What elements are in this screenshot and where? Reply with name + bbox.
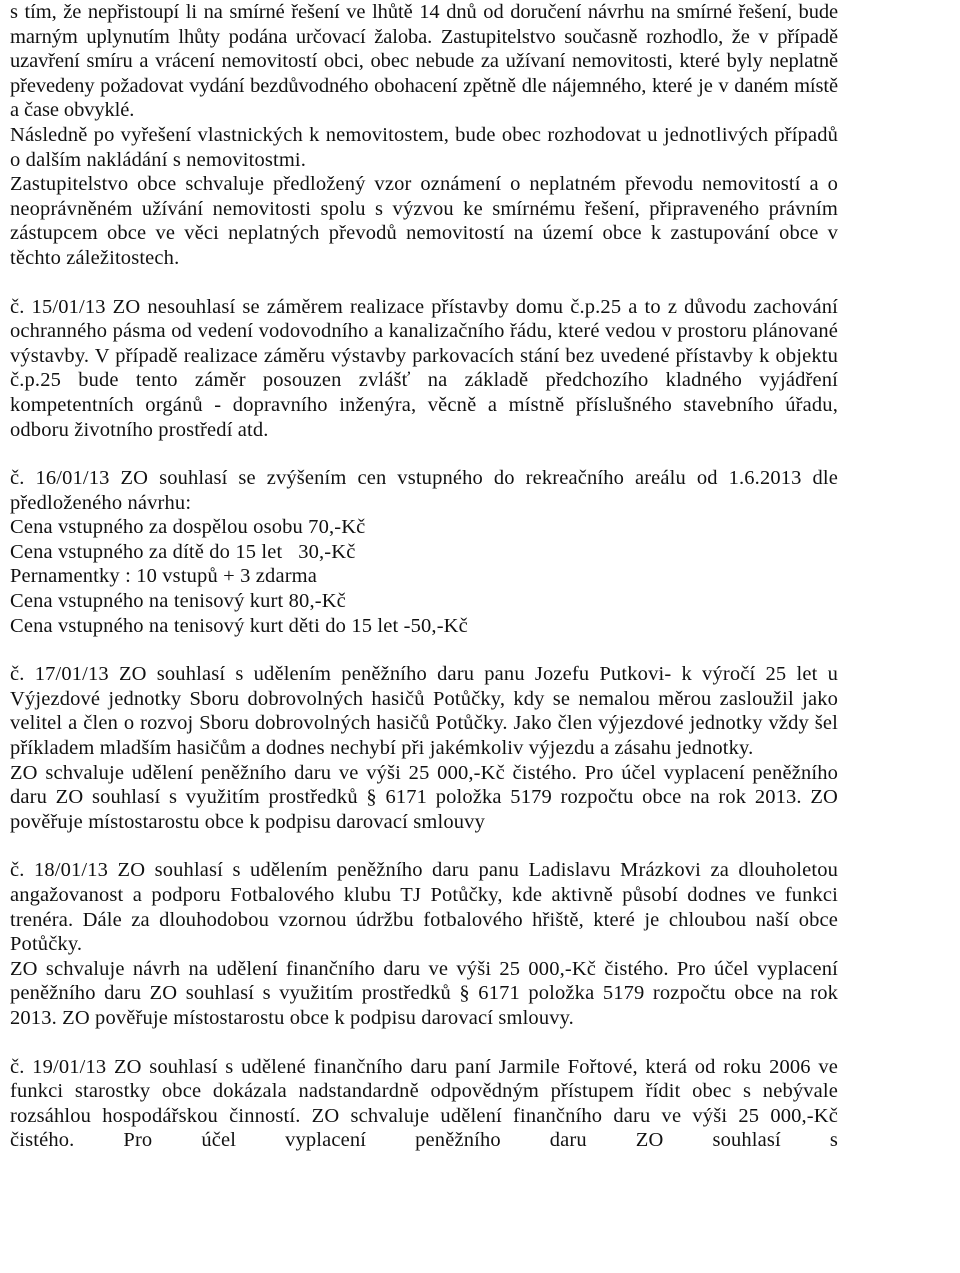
price-line-tennis-children: Cena vstupného na tenisový kurt děti do 15 let -50,-Kč — [10, 614, 468, 637]
resolution-17-paragraph-2: ZO schvaluje udělení peněžního daru ve výši 25 000,-Kč čistého. Pro účel vyplacení peněžního daru ZO souhlasí s využitím prostředků § 6171 položka 5179 rozpočtu obce na rok 2013. ZO pověřuje místostarostu obce k podpisu darovací smlouvy — [10, 761, 838, 833]
section-gap — [10, 638, 838, 662]
section-gap — [10, 442, 838, 466]
intro-paragraph-1: s tím, že nepřistoupí li na smírné řešení ve lhůtě 14 dnů od doručení návrhu na smírné řešení, bude marným uplynutím lhůty podána určovací žaloba. Zastupitelstvo současně rozhodlo, že v případě uzavření smíru a vrácení nemovitostí obci, obec nebude za užívaní nemovitosti, které byly neplatně převedeny požadovat vydání bezdůvodného obohacení zpětně dle nájemného, které je v daném místě a čase obvyklé. — [10, 1, 838, 122]
document-body — [10, 0, 838, 1153]
resolution-15: č. 15/01/13 ZO nesouhlasí se záměrem realizace přístavby domu č.p.25 a to z důvodu zachování ochranného pásma od vedení vodovodního a kanalizačního řádu, které vedou v prostoru plánované výstavby. V případě realizace záměru výstavby parkovacích stání bez uvedené přístavby k objektu č.p.25 bude tento záměr posouzen zvlášť na základě předchozího kladného vyjádření kompetentních orgánů - dopravního inženýra, věcně a místně příslušného stavebního úřadu, odboru životního prostředí atd. — [10, 295, 838, 441]
price-line-season-ticket: Pernamentky : 10 vstupů + 3 zdarma — [10, 565, 318, 588]
resolution-18-paragraph-2: ZO schvaluje návrh na udělení finančního daru ve výši 25 000,-Kč čistého. Pro účel vyplacení peněžního daru ZO souhlasí s využitím prostředků § 6171 položka 5179 rozpočtu obce na rok 2013. ZO pověřuje místostarostu obce k podpisu darovací smlouvy. — [10, 957, 838, 1029]
price-line-tennis: Cena vstupného na tenisový kurt 80,-Kč — [10, 590, 346, 613]
section-gap — [10, 271, 838, 295]
price-line-child: Cena vstupného za dítě do 15 let 30,-Kč — [10, 540, 356, 563]
section-gap — [10, 1031, 838, 1055]
section-gap — [10, 834, 838, 858]
intro-paragraph-2: Následně po vyřešení vlastnických k nemovitostem, bude obec rozhodovat u jednotlivých případů o dalším nakládání s nemovitostmi. — [10, 123, 838, 171]
resolution-16: č. 16/01/13 ZO souhlasí se zvýšením cen vstupného do rekreačního areálu od 1.6.2013 dle předloženého návrhu: — [10, 467, 838, 514]
resolution-19-paragraph-1: č. 19/01/13 ZO souhlasí s udělené finančního daru paní Jarmile Fořtové, která od roku 2006 ve funkci starostky obce dokázala nadstandardně odpovědným přístupem řídit obec s nebývale rozsáhlou hospodářskou činností. ZO schvaluje udělení finančního daru ve výši 25 000,-Kč čistého. Pro účel vyplacení peněžního daru ZO souhlasí s — [10, 1055, 838, 1152]
resolution-17-paragraph-1: č. 17/01/13 ZO souhlasí s udělením peněžního daru panu Jozefu Putkovi- k výročí 25 let u Výjezdové jednotky Sboru dobrovolných hasičů Potůčky, kdy se nemalou měrou zasloužil jako velitel a člen o rozvoj Sboru dobrovolných hasičů Potůčky. Jako člen výjezdové jednotky vždy šel příkladem mladším hasičům a dodnes nechybí při jakémkoliv výjezdu a zásahu jednotky. — [10, 663, 838, 760]
price-line-adult: Cena vstupného za dospělou osobu 70,-Kč — [10, 516, 366, 539]
resolution-18-paragraph-1: č. 18/01/13 ZO souhlasí s udělením peněžního daru panu Ladislavu Mrázkovi za dlouholetou angažovanost a podporu Fotbalového klubu TJ Potůčky, kde aktivně působí dodnes ve funkci trenéra. Dále za dlouhodobou vzornou údržbu fotbalového hřiště, které je chloubou naší obce Potůčky. — [10, 859, 838, 956]
intro-paragraph-3: Zastupitelstvo obce schvaluje předložený vzor oznámení o neplatném převodu nemovitostí a o neoprávněném užívání nemovitosti spolu s výzvou ke smírnému řešení, připraveného právním zástupcem obce ve věci neplatných převodů nemovitostí na území obce k zastupování obce v těchto záležitostech. — [10, 173, 838, 269]
